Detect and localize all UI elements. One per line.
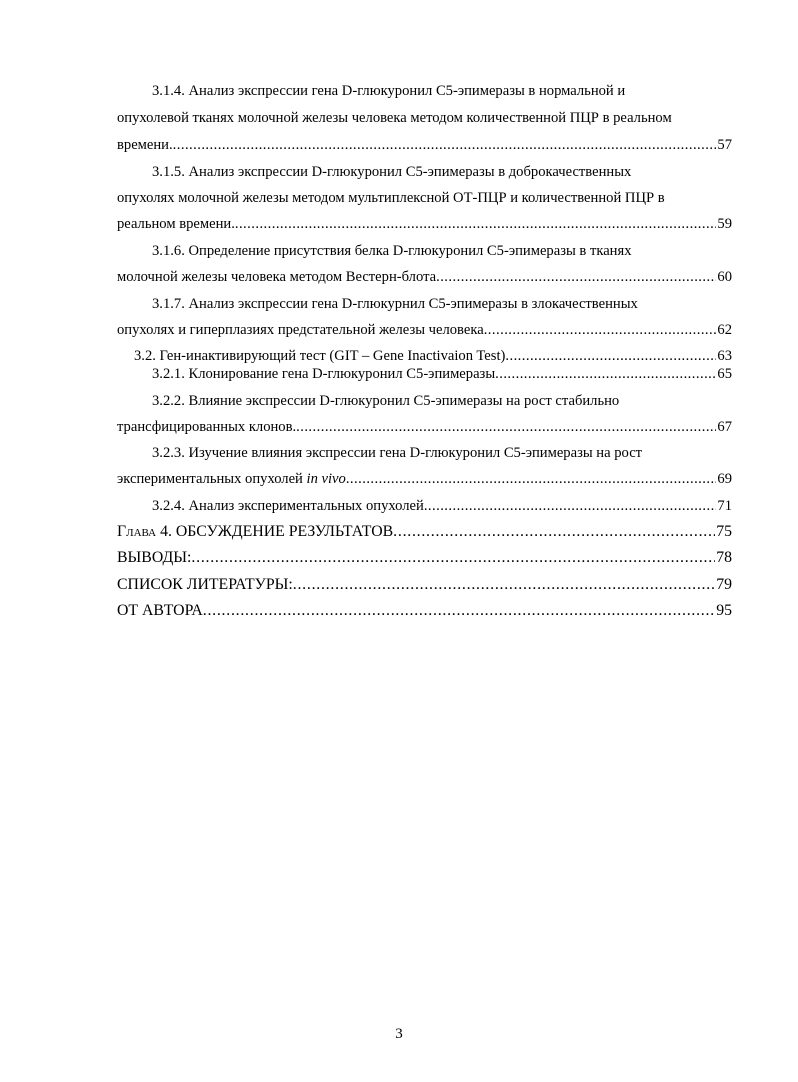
toc-316-line2: молочной железы человека методом Вестерн-блота: [117, 269, 437, 285]
toc-316-line1: 3.1.6. Определение присутствия белка D-глюкуронил С5-эпимеразы в тканях: [152, 243, 632, 259]
toc-entry-321[interactable]: [152, 365, 732, 383]
toc-317-line1: 3.1.7. Анализ экспрессии гена D-глюкурнил С5-эпимеразы в злокачественных: [152, 296, 638, 312]
toc-323-page: 69: [717, 471, 732, 487]
leader-dots: [173, 136, 717, 154]
toc-conclusions-title: ВЫВОДЫ:: [117, 549, 192, 566]
toc-entry-conclusions[interactable]: [117, 549, 732, 567]
leader-dots: [505, 347, 716, 365]
toc-32-title: 3.2. Ген-инактивирующий тест (GIT – Gene Inactivaion Test): [134, 348, 506, 364]
toc-322-line1: 3.2.2. Влияние экспрессии D-глюкуронил С5-эпимеразы на рост стабильно: [152, 393, 620, 409]
toc-entry-315[interactable]: [117, 215, 732, 233]
toc-ch4-page: 75: [716, 523, 732, 540]
toc-entry-314[interactable]: [117, 136, 732, 154]
toc-314-line3: времени.: [117, 137, 173, 153]
toc-entry-322[interactable]: [117, 418, 732, 436]
toc-314-line1: 3.1.4. Анализ экспрессии гена D-глюкуронил С5-эпимеразы в нормальной и: [152, 83, 626, 99]
leader-dots: [346, 470, 717, 488]
leader-dots: [296, 418, 716, 436]
toc-317-page: 62: [717, 322, 732, 338]
leader-dots: [293, 576, 715, 594]
leader-dots: [424, 497, 717, 515]
toc-323-line2: [117, 470, 346, 488]
toc-entry-references[interactable]: [117, 576, 732, 594]
toc-entry-324[interactable]: [152, 497, 732, 515]
toc-316-page: 60: [717, 269, 732, 285]
toc-entry-323[interactable]: [117, 470, 732, 488]
leader-dots: [191, 549, 715, 567]
toc-entry-32[interactable]: [134, 347, 732, 365]
toc-references-page: 79: [716, 576, 732, 593]
page-number: 3: [395, 1026, 403, 1042]
toc-author-page: 95: [716, 602, 732, 619]
toc-322-page: 67: [717, 419, 732, 435]
toc-author-title: ОТ АВТОРА: [117, 602, 203, 619]
toc-317-line2: опухолях и гиперплазиях предстательной железы человека: [117, 322, 484, 338]
toc-323-line1: 3.2.3. Изучение влияния экспрессии гена D-глюкуронил С5-эпимеразы на рост: [152, 445, 643, 461]
leader-dots: [495, 365, 716, 383]
toc-314-line2: опухолевой тканях молочной железы человека методом количественной ПЦР в реальном: [117, 110, 672, 126]
toc-entry-316[interactable]: [117, 268, 732, 286]
toc-324-title: 3.2.4. Анализ экспериментальных опухолей: [152, 498, 424, 514]
toc-321-title: 3.2.1. Клонирование гена D-глюкуронил С5-эпимеразы: [152, 366, 496, 382]
toc-323-line2-text: экспериментальных опухолей: [117, 471, 307, 487]
leader-dots: [203, 602, 715, 620]
toc-entry-317[interactable]: [117, 321, 732, 339]
toc-entry-chapter-4[interactable]: [117, 523, 732, 541]
toc-ch4-prefix: Глава 4.: [117, 523, 172, 540]
toc-324-page: 71: [717, 498, 732, 514]
toc-315-line3: реальном времени.: [117, 216, 235, 232]
toc-315-line2: опухолях молочной железы методом мультиплексной ОТ-ПЦР и количественной ПЦР в: [117, 190, 665, 206]
toc-ch4-title: [117, 523, 393, 541]
toc-321-page: 65: [717, 366, 732, 382]
toc-references-title: СПИСОК ЛИТЕРАТУРЫ:: [117, 576, 293, 593]
toc-314-page: 57: [717, 137, 732, 153]
toc-ch4-text: ОБСУЖДЕНИЕ РЕЗУЛЬТАТОВ: [171, 523, 394, 540]
leader-dots: [436, 268, 716, 286]
toc-323-in-vivo: in vivo: [306, 471, 346, 487]
toc-32-page: 63: [717, 348, 732, 364]
toc-315-page: 59: [717, 216, 732, 232]
leader-dots: [484, 321, 717, 339]
leader-dots: [235, 215, 717, 233]
toc-conclusions-page: 78: [716, 549, 732, 566]
toc-entry-author[interactable]: [117, 602, 732, 620]
toc-315-line1: 3.1.5. Анализ экспрессии D-глюкуронил С5-эпимеразы в доброкачественных: [152, 164, 632, 180]
toc-322-line2: трансфицированных клонов.: [117, 419, 297, 435]
leader-dots: [393, 523, 715, 541]
